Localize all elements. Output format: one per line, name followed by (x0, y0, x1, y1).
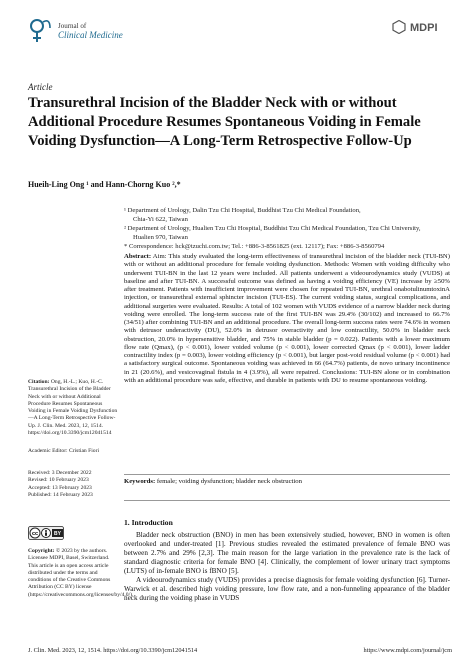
affiliation-1-line1: ¹ Department of Urology, Dalin Tzu Chi Hospital, Buddhist Tzu Chi Medical Foundation, (124, 207, 361, 214)
academic-editor: Academic Editor: Cristian Fiori (28, 448, 99, 454)
abstract (124, 253, 450, 385)
svg-text:cc: cc (31, 531, 39, 538)
divider (124, 500, 450, 501)
affiliation-2 (124, 225, 454, 242)
intro-paragraph-2: A videourodynamics study (VUDS) provides a precise diagnosis for female voiding dysfunction [6]. Turner-Warwick et al. described high voiding pressure, low flow rate, and a non-funneling appearance of the bladder neck during the voiding phase in VUDS (124, 576, 450, 602)
citation-text: Ong, H.-L.; Kuo, H.-C. Transurethral Incision of the Bladder Neck with or without Additional Procedure Resumes Spontaneous Voiding in Female Voiding Dysfunction—A Long-Term Retrospective Follow-Up. J. Clin. Med. 2023, 12, 1514. https://doi.org/10.3390/jcm12041514 (28, 379, 118, 437)
journal-logo-icon (28, 16, 54, 46)
section-heading: 1. Introduction (124, 518, 173, 527)
dates (28, 470, 118, 499)
publisher-name: MDPI (410, 22, 438, 34)
keywords-text: female; voiding dysfunction; bladder neck obstruction (156, 478, 302, 485)
journal-name-line1: Journal of (58, 22, 87, 30)
article-type: Article (28, 82, 53, 92)
affiliation-1 (124, 207, 454, 224)
authors: Hueih-Ling Ong ¹ and Hann-Chorng Kuo ²,* (28, 180, 181, 189)
citation-label: Citation: (28, 379, 50, 385)
abstract-label: Abstract: (124, 253, 152, 260)
received-date: Received: 3 December 2022 (28, 470, 92, 476)
revised-date: Revised: 10 February 2023 (28, 477, 89, 484)
journal-name-line2: Clinical Medicine (58, 30, 123, 40)
keywords (124, 478, 450, 486)
published-date: Published: 14 February 2023 (28, 491, 93, 498)
journal-name (58, 22, 123, 41)
footer-citation: J. Clin. Med. 2023, 12, 1514. https://doi.org/10.3390/jcm12041514 (28, 647, 198, 654)
article-title: Transurethral Incision of the Bladder Neck with or without Additional Procedure Resumes Spontaneous Voiding in Female Voiding Dysfunction—A Long-Term Retrospective Follow-Up (28, 95, 421, 149)
affiliation-2-line1: ² Department of Urology, Hualien Tzu Chi Hospital, Buddhist Tzu Chi Medical Foundation, Tzu Chi University, (124, 225, 421, 232)
affiliation-2-line2: Hualien 970, Taiwan (133, 233, 188, 241)
affiliation-1-line2: Chia-Yi 622, Taiwan (133, 215, 188, 223)
introduction-body (124, 531, 450, 603)
mdpi-hex-icon (392, 20, 406, 34)
citation (28, 379, 118, 437)
keywords-label: Keywords: (124, 478, 156, 485)
footer-journal-link[interactable]: https://www.mdpi.com/journal/jcm (363, 647, 452, 654)
copyright-text: © 2023 by the authors. Licensee MDPI, Basel, Switzerland. This article is an open access article distributed under the terms and conditions of the Creative Commons Attribution (CC BY) license (https://creativecommons.org/licenses/by/4.0/). (28, 548, 134, 598)
intro-paragraph-1: Bladder neck obstruction (BNO) in men has been extensively studied, however, BNO in women is often overlooked and under-treated [1]. Previous studies revealed the estimated prevalence of female BNO was between 2.7% and 29% [2,3]. The main reason for the large variation in the prevalence rate is the lack of standard diagnostic criteria for female BNO [4]. Clinically, the complement of lower urinary tract symptoms (LUTS) of in-female BNO is fBNO [5]. (124, 531, 450, 575)
divider (124, 474, 450, 475)
abstract-text: Aim: This study evaluated the long-term effectiveness of transurethral incision of the bladder neck (TUI-BN) with or without an additional procedure for female voiding dysfunction. Methods: Women with voiding difficulty who underwent TUI-BN in the last 12 years were included. All patients underwent a videourodynamics study (VUDS) at baseline and after TUI-BN. A successful outcome was defined as having a voiding efficiency (VE) increase by ≥50% after treatment. Patients with insufficient improvement were chosen for repeated TUI-BN, urethral onabotulinumtoxinA injection, or transurethral external sphincter incision (TUI-ES). The current voiding status, surgical complications, and additional surgeries were evaluated. Results: A total of 102 women with VUDS evidence of a narrow bladder neck during voiding were enrolled. The long-term success rate of the first TUI-BN was 29.4% (30/102) and increased to 66.7% (34/51) after combining TUI-BN and an additional procedure. The overall long-term success rates were 74.6% in women with detrusor underactivity (DU), 52.0% in detrusor overactivity and low contractility, 50.0% in bladder neck obstruction, 20.0% in hypersensitive bladder, and 75% in stable bladder (p = 0.022). Patients with a lower maximum flow rate (Qmax), (p < 0.001), lower voided volume (p < 0.001), lower corrected Qmax (p < 0.001), lower ladder contractility index (p = 0.003), lower voiding efficiency (p < 0.001), but larger post-void residual volume (p < 0.001) had a satisfactory surgical outcome. Spontaneous voiding was achieved in 66 (64.7%) patients, de novo urinary incontinence in 21 (20.6%), and vesicovaginal fistula in 4 (3.9%), all were repaired. Conclusions: TUI-BN alone or in combination with an additional procedure was safe, effective, and durable in patients with DU to resume spontaneous voiding. (124, 253, 450, 384)
copyright-label: Copyright: (28, 548, 55, 554)
correspondence: * Correspondence: hck@tzuchi.com.tw; Tel.: +886-3-8561825 (ext. 12117); Fax: +886-3-8560794 (124, 243, 385, 250)
cc-by-license-icon (28, 526, 64, 540)
accepted-date: Accepted: 13 February 2023 (28, 484, 92, 491)
svg-text:BY: BY (54, 531, 61, 537)
copyright (28, 548, 134, 599)
publisher-logo (392, 18, 452, 34)
